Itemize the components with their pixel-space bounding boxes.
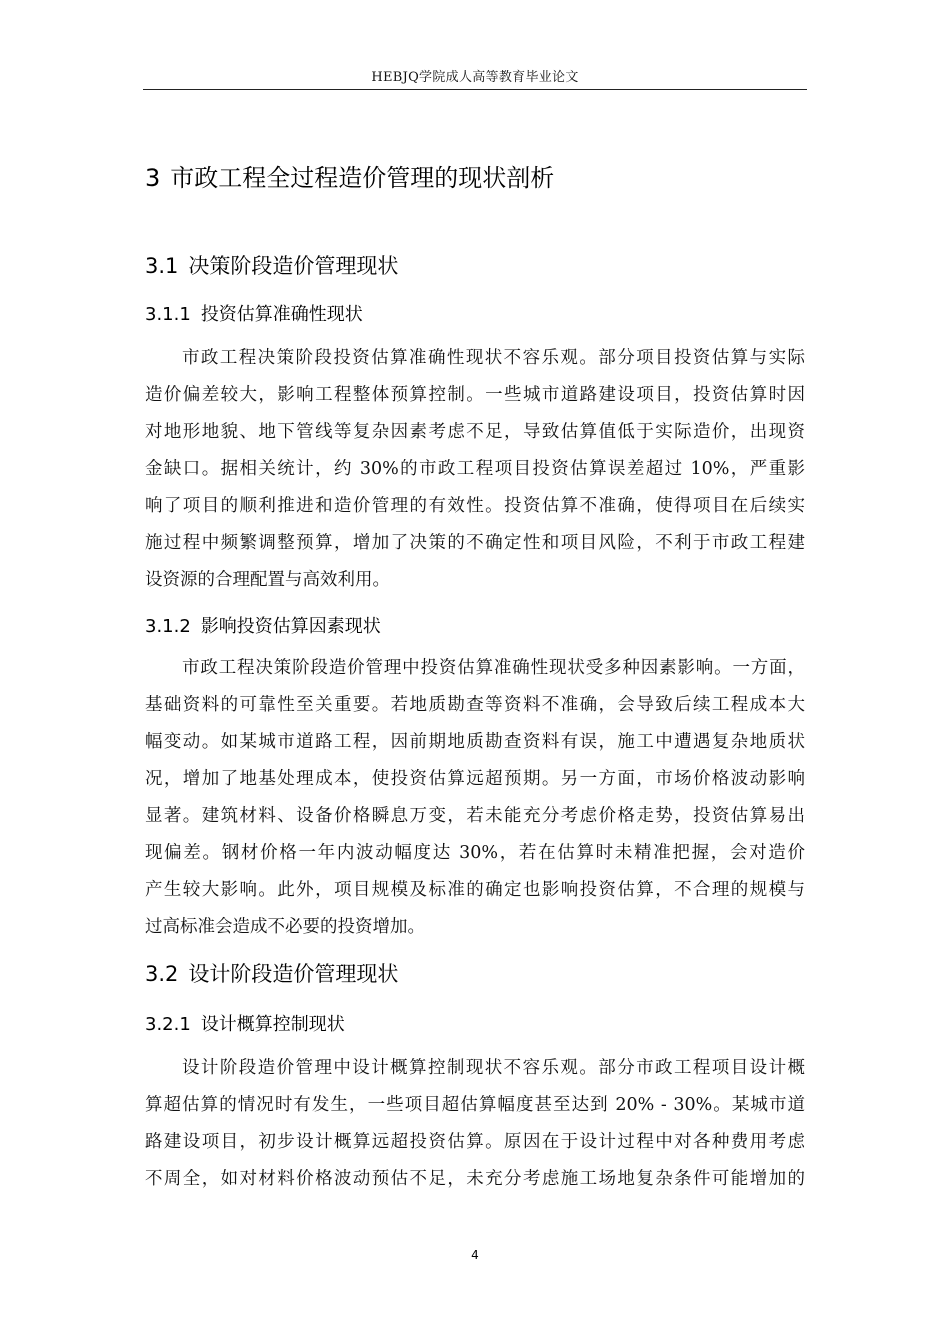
text-line: 过高标准会造成不必要的投资增加。 xyxy=(145,917,425,937)
header-rule xyxy=(143,89,807,90)
text-line: 市政工程决策阶段投资估算准确性现状不容乐观。部分项目投资估算与实际 xyxy=(182,348,805,368)
text-line: 幅变动。如某城市道路工程，因前期地质勘查资料有误，施工中遭遇复杂地质状 xyxy=(145,732,805,752)
text-line: 现偏差。钢材价格一年内波动幅度达 30%，若在估算时未精准把握，会对造价 xyxy=(145,843,805,863)
subsection-title: 影响投资估算因素现状 xyxy=(200,616,381,637)
text-line: 设资源的合理配置与高效利用。 xyxy=(145,570,390,590)
text-line: 况，增加了地基处理成本，使投资估算远超预期。另一方面，市场价格波动影响 xyxy=(145,769,805,789)
paragraph-3-1-1 xyxy=(145,340,805,599)
text-line: 市政工程决策阶段造价管理中投资估算准确性现状受多种因素影响。一方面， xyxy=(182,658,805,678)
subsection-title: 投资估算准确性现状 xyxy=(200,304,363,325)
subsection-heading-3-1-1 xyxy=(145,300,805,330)
subsection-number: 3.1.1 xyxy=(145,304,191,325)
section-title: 决策阶段造价管理现状 xyxy=(188,254,399,278)
text-line: 施过程中频繁调整预算，增加了决策的不确定性和项目风险，不利于市政工程建 xyxy=(145,533,805,553)
text-line: 基础资料的可靠性至关重要。若地质勘查等资料不准确，会导致后续工程成本大 xyxy=(145,695,805,715)
text-line: 路建设项目，初步设计概算远超投资估算。原因在于设计过程中对各种费用考虑 xyxy=(145,1132,805,1152)
chapter-title: 市政工程全过程造价管理的现状剖析 xyxy=(170,164,555,192)
paragraph-3-1-2 xyxy=(145,650,805,946)
section-number: 3.1 xyxy=(145,254,179,278)
text-line: 对地形地貌、地下管线等复杂因素考虑不足，导致估算值低于实际造价，出现资 xyxy=(145,422,805,442)
subsection-number: 3.1.2 xyxy=(145,616,191,637)
text-line: 产生较大影响。此外，项目规模及标准的确定也影响投资估算，不合理的规模与 xyxy=(145,880,805,900)
running-header: HEBJQ学院成人高等教育毕业论文 xyxy=(371,70,579,85)
text-line: 不周全，如对材料价格波动预估不足，未充分考虑施工场地复杂条件可能增加的 xyxy=(145,1169,805,1189)
text-line: 算超估算的情况时有发生，一些项目超估算幅度甚至达到 20% - 30%。某城市道 xyxy=(145,1095,805,1115)
text-line: 金缺口。据相关统计，约 30%的市政工程项目投资估算误差超过 10%，严重影 xyxy=(145,459,805,479)
subsection-title: 设计概算控制现状 xyxy=(200,1014,345,1035)
chapter-heading xyxy=(145,160,805,196)
page-number: 4 xyxy=(471,1248,479,1262)
subsection-heading-3-2-1 xyxy=(145,1010,805,1040)
chapter-number: 3 xyxy=(145,164,161,192)
subsection-number: 3.2.1 xyxy=(145,1014,191,1035)
section-heading-3-2 xyxy=(145,958,805,990)
text-line: 显著。建筑材料、设备价格瞬息万变，若未能充分考虑价格走势，投资估算易出 xyxy=(145,806,805,826)
paragraph-3-2-1 xyxy=(145,1050,805,1198)
text-line: 响了项目的顺利推进和造价管理的有效性。投资估算不准确，使得项目在后续实 xyxy=(145,496,805,516)
subsection-heading-3-1-2 xyxy=(145,612,805,642)
text-line: 造价偏差较大，影响工程整体预算控制。一些城市道路建设项目，投资估算时因 xyxy=(145,385,805,405)
section-number: 3.2 xyxy=(145,962,179,986)
text-line: 设计阶段造价管理中设计概算控制现状不容乐观。部分市政工程项目设计概 xyxy=(182,1058,805,1078)
section-title: 设计阶段造价管理现状 xyxy=(188,962,399,986)
section-heading-3-1 xyxy=(145,250,805,282)
